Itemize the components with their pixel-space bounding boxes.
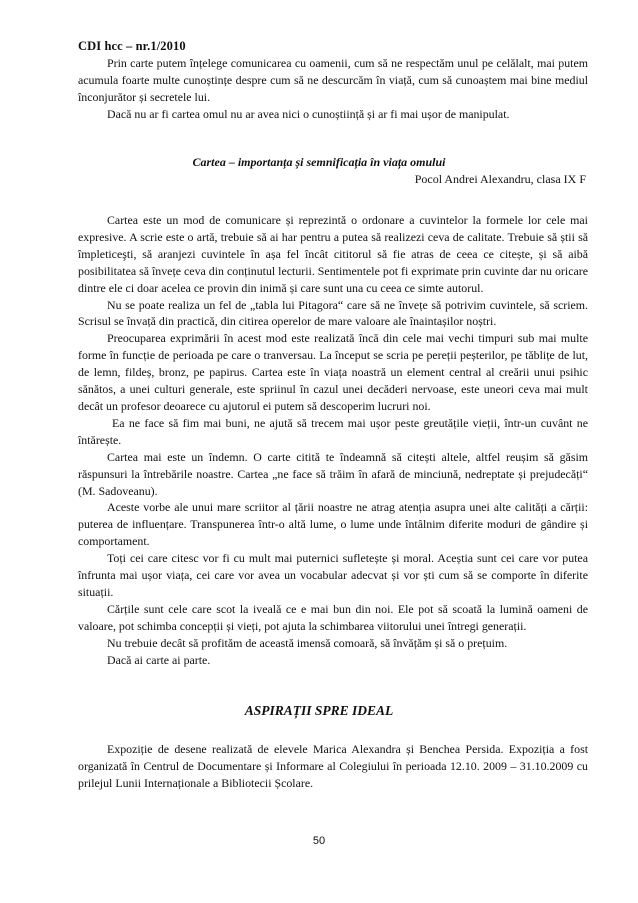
section-title: ASPIRAȚII SPRE IDEAL — [244, 703, 394, 718]
article-body — [78, 212, 588, 668]
article-title: Cartea – importanța și semnificația în viața omului — [192, 155, 446, 169]
article-paragraph: Toți cei care citesc vor fi cu mult mai puternici sufletește și moral. Aceștia sunt cei care vor putea înfrunta mai ușor viața, cei care vor avea un vocabular adecvat și vor ști cum să se comporte în diferite situații. — [78, 551, 588, 599]
article-author: Pocol Andrei Alexandru, clasa IX F — [414, 172, 586, 186]
article-paragraph: Nu se poate realiza un fel de „tabla lui Pitagora“ care să ne învețe să potrivim cuvintele, să scriem. Scrisul se învață din practică, din citirea operelor de mare valoare ale înaintașilor noștri. — [78, 297, 588, 329]
article-paragraph: Cartea mai este un îndemn. O carte citită te îndeamnă să citești altele, altfel reușim să găsim răspunsuri la întrebările noastre. Cartea „ne face să trăim în afară de minciună, nedreptate și prejudecăți“ (M. Sadoveanu). — [78, 449, 588, 498]
intro-section — [78, 55, 588, 123]
article-paragraph: Dacă ai carte ai parte. — [107, 652, 211, 667]
article-paragraph: Ea ne face să fim mai buni, ne ajută să trecem mai ușor peste greutățile vieții, într-un cuvânt ne întărește. — [78, 415, 588, 447]
article-paragraph: Aceste vorbe ale unui mare scriitor al țării noastre ne atrag atenția asupra unei alte calități a cărții: puterea de influențare. Transpunerea într-o altă lume, o lume unde întâlnim diferite moduri de gândire și comportament. — [78, 500, 588, 549]
journal-header: CDI hcc – nr.1/2010 — [78, 39, 186, 53]
page-number: 50 — [312, 835, 326, 847]
article-paragraph: Nu trebuie decât să profităm de această imensă comoară, să învățăm și să o prețuim. — [107, 635, 508, 650]
exhibition-paragraph: Expoziție de desene realizată de elevele Marica Alexandra și Benchea Persida. Expoziția a fost organizată în Centrul de Documentare și Informare al Colegiului în perioada 12.10. 2009 – 31.10.2009 cu prilejul Lunii Internaționale a Bibliotecii Școlare. — [78, 742, 588, 790]
article-paragraph: Cărțile sunt cele care scot la iveală ce e mai bun din noi. Ele pot să scoată la lumină oameni de valoare, pot schimba concepții și vieți, pot ajuta la schimbarea viitorului unei întregi generații. — [78, 601, 588, 633]
article-paragraph: Preocuparea exprimării în acest mod este realizată încă din cele mai vechi timpuri sub mai multe forme în funcție de perioada pe care o tranversau. La început se scria pe pereții peșterilor, pe tăblițe de lut, de lemn, fildeș, bronz, pe papirus. Cartea este în viața noastră un element central al creării unui psihic sănătos, a unei culturi generale, este spriinul în cazul unei decăderi nervoase, este uneori ceva mai mult decât un profesor deoarece cu ajutorul ei putem să descoperim lucruri noi. — [78, 331, 588, 413]
exhibition-section — [78, 741, 588, 792]
intro-paragraph: Prin carte putem înțelege comunicarea cu oamenii, cum să ne respectăm unul pe celălalt, mai putem acumula foarte multe cunoștințe despre cum să ne descurcăm în viață, cum să cunoaștem mai bine mediul înconjurător și secretele lui. — [78, 56, 588, 104]
intro-paragraph: Dacă nu ar fi cartea omul nu ar avea nici o cunoștiință și ar fi mai ușor de manipulat. — [107, 106, 510, 121]
article-paragraph: Cartea este un mod de comunicare și reprezintă o ordonare a cuvintelor la formele lor cele mai expresive. A scrie este o artă, trebuie să ai har pentru a putea să realizezi ceva de calitate. Trebuie să știi să împleticeşti, să aranjezi cuvintele în așa fel încât cititorul să fie atras de ceea ce citește, și să aibă posibilitatea să învețe ceva din conținutul lecturii. Sentimentele pot fi exprimate prin cuvinte dar nu oricare dintre ele ci doar acelea ce provin din inimă și care sunt una cu ceea ce simte autorul. — [78, 213, 588, 295]
